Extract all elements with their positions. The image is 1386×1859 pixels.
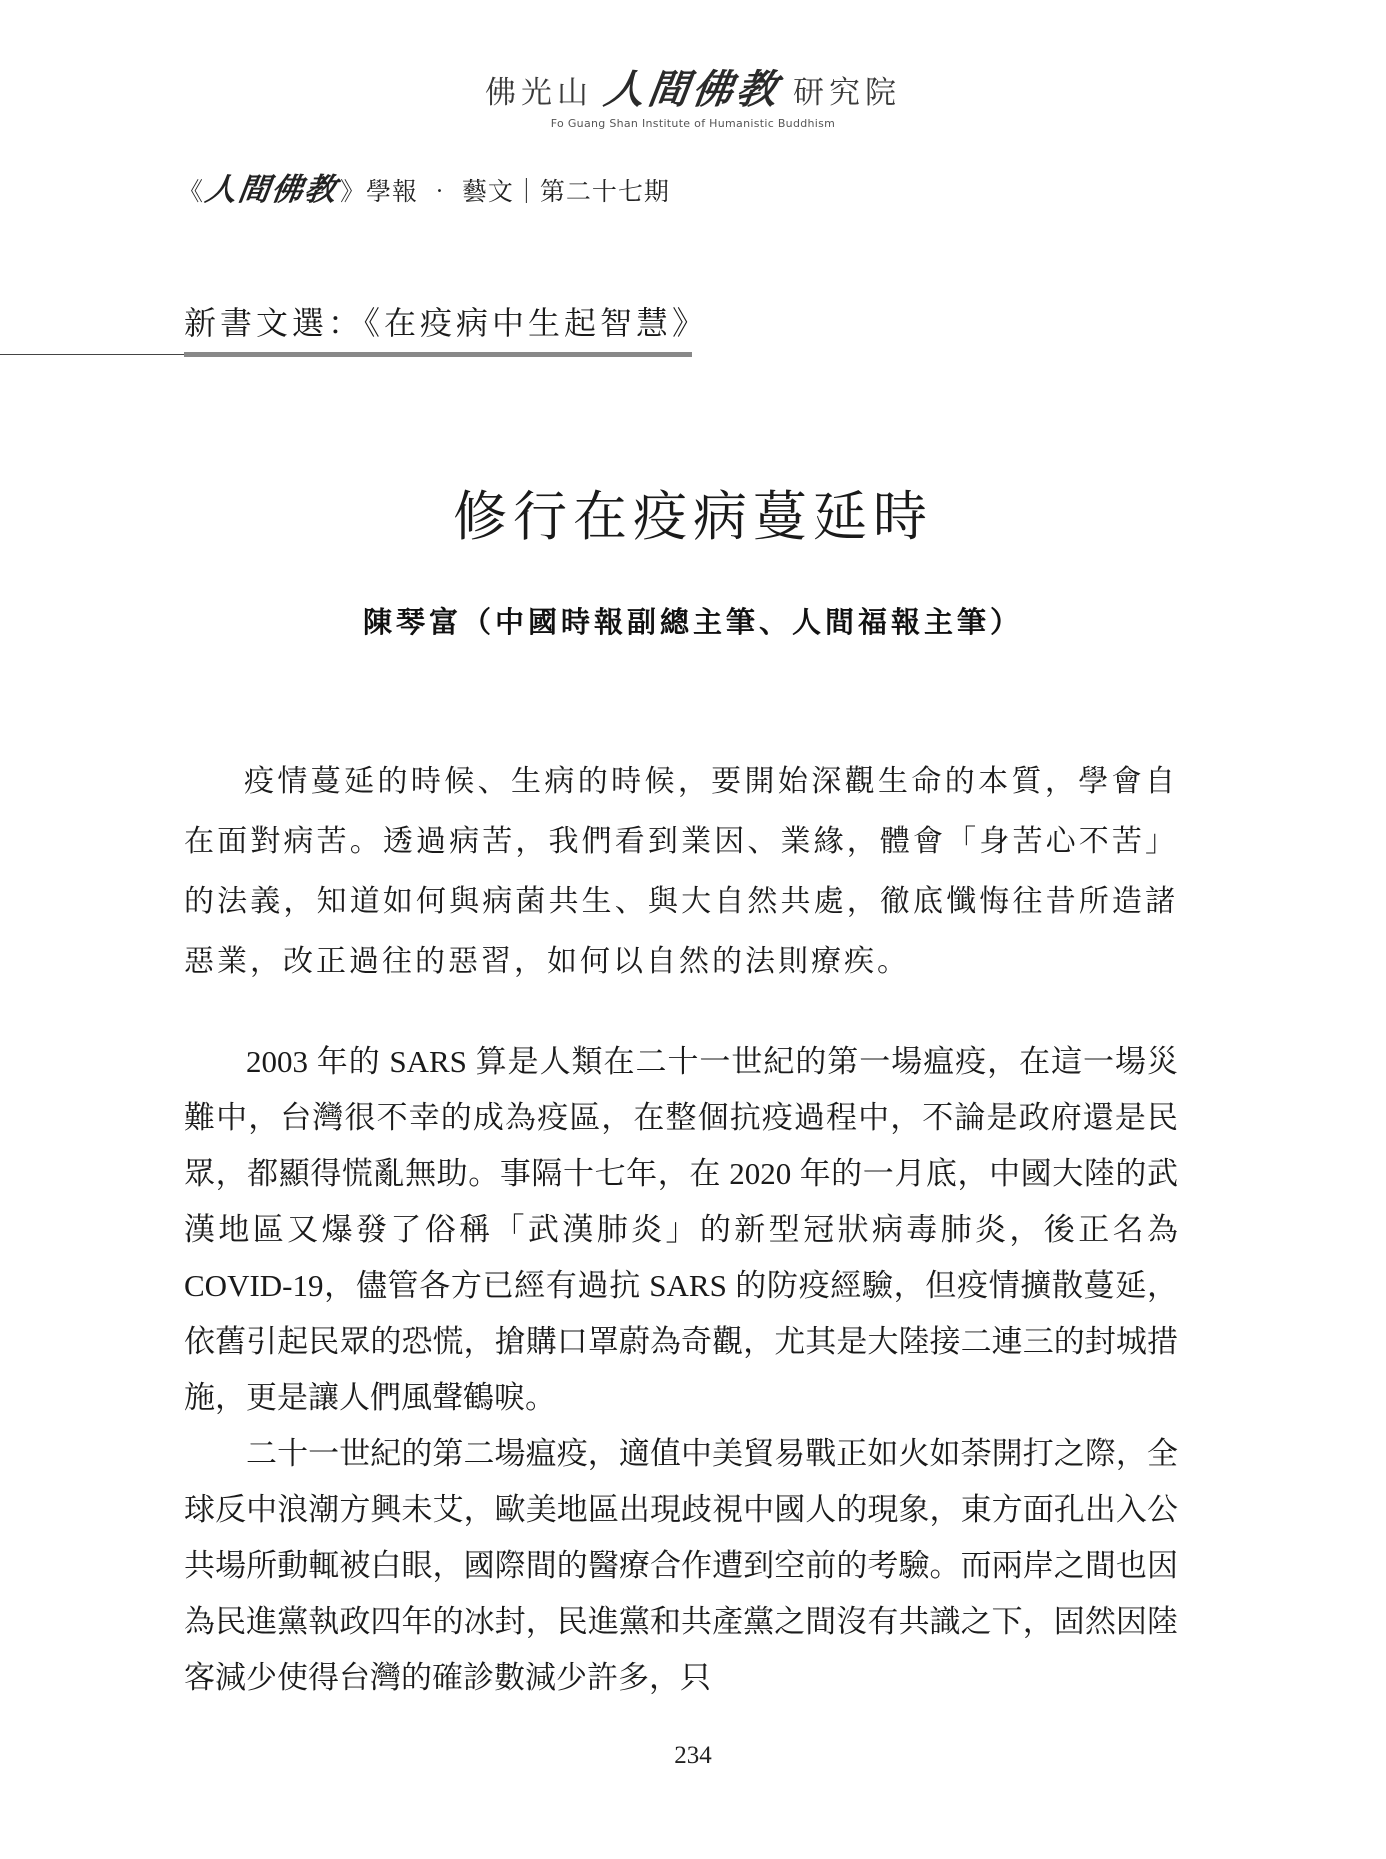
body-paragraph-3: 二十一世紀的第二場瘟疫，適值中美貿易戰正如火如荼開打之際，全球反中浪潮方興未艾，歐美地區出現歧視中國人的現象，東方面孔出入公共場所動輒被白眼，國際間的醫療合作遭到空前的考驗。而兩岸之間也因為民進黨執政四年的冰封，民進黨和共產黨之間沒有共識之下，固然因陸客減少使得台灣的確診數減少許多，只 <box>184 1436 1178 1695</box>
body-paragraph-2: 2003 年的 SARS 算是人類在二十一世紀的第一場瘟疫，在這一場災難中，台灣很不幸的成為疫區，在整個抗疫過程中，不論是政府還是民眾，都顯得慌亂無助。事隔十七年，在 2020 年的一月底，中國大陸的武漢地區又爆發了俗稱「武漢肺炎」的新型冠狀病毒肺炎，後正名為 COVID-19，儘管各方已經有過抗 SARS 的防疫經驗，但疫情擴散蔓延，依舊引起民眾的恐慌，搶購口罩蔚為奇觀，尤其是大陸接二連三的封城措施，更是讓人們風聲鶴唳。 <box>184 1044 1178 1415</box>
institute-header <box>0 58 1386 130</box>
article-author: 陳琴富（中國時報副總主筆、人間福報主筆） <box>362 605 1023 639</box>
journal-open-bracket: 《 <box>178 177 205 206</box>
institute-english-name: Fo Guang Shan Institute of Humanistic Buddhism <box>550 117 836 130</box>
journal-running-head <box>178 164 670 209</box>
institute-name <box>485 58 901 115</box>
institute-prefix: 佛光山 <box>485 75 593 111</box>
section-underline <box>184 352 692 357</box>
institute-suffix: 研究院 <box>793 75 901 111</box>
article-title: 修行在疫病蔓延時 <box>453 485 933 548</box>
page-number: 234 <box>674 1742 712 1769</box>
body-paragraph-1: 疫情蔓延的時候、生病的時候，要開始深觀生命的本質，學會自在面對病苦。透過病苦，我們看到業因、業緣，體會「身苦心不苦」的法義，知道如何與病菌共生、與大自然共處，徹底懺悔往昔所造諸惡業，改正過往的惡習，如何以自然的法則療疾。 <box>184 764 1178 979</box>
journal-issue: 》學報 ‧ 藝文｜第二十七期 <box>340 177 670 206</box>
journal-logo: 人間佛教 <box>202 172 341 208</box>
institute-logo: 人間佛教 <box>601 66 784 113</box>
section-title: 新書文選：《在疫病中生起智慧》 <box>184 304 709 342</box>
